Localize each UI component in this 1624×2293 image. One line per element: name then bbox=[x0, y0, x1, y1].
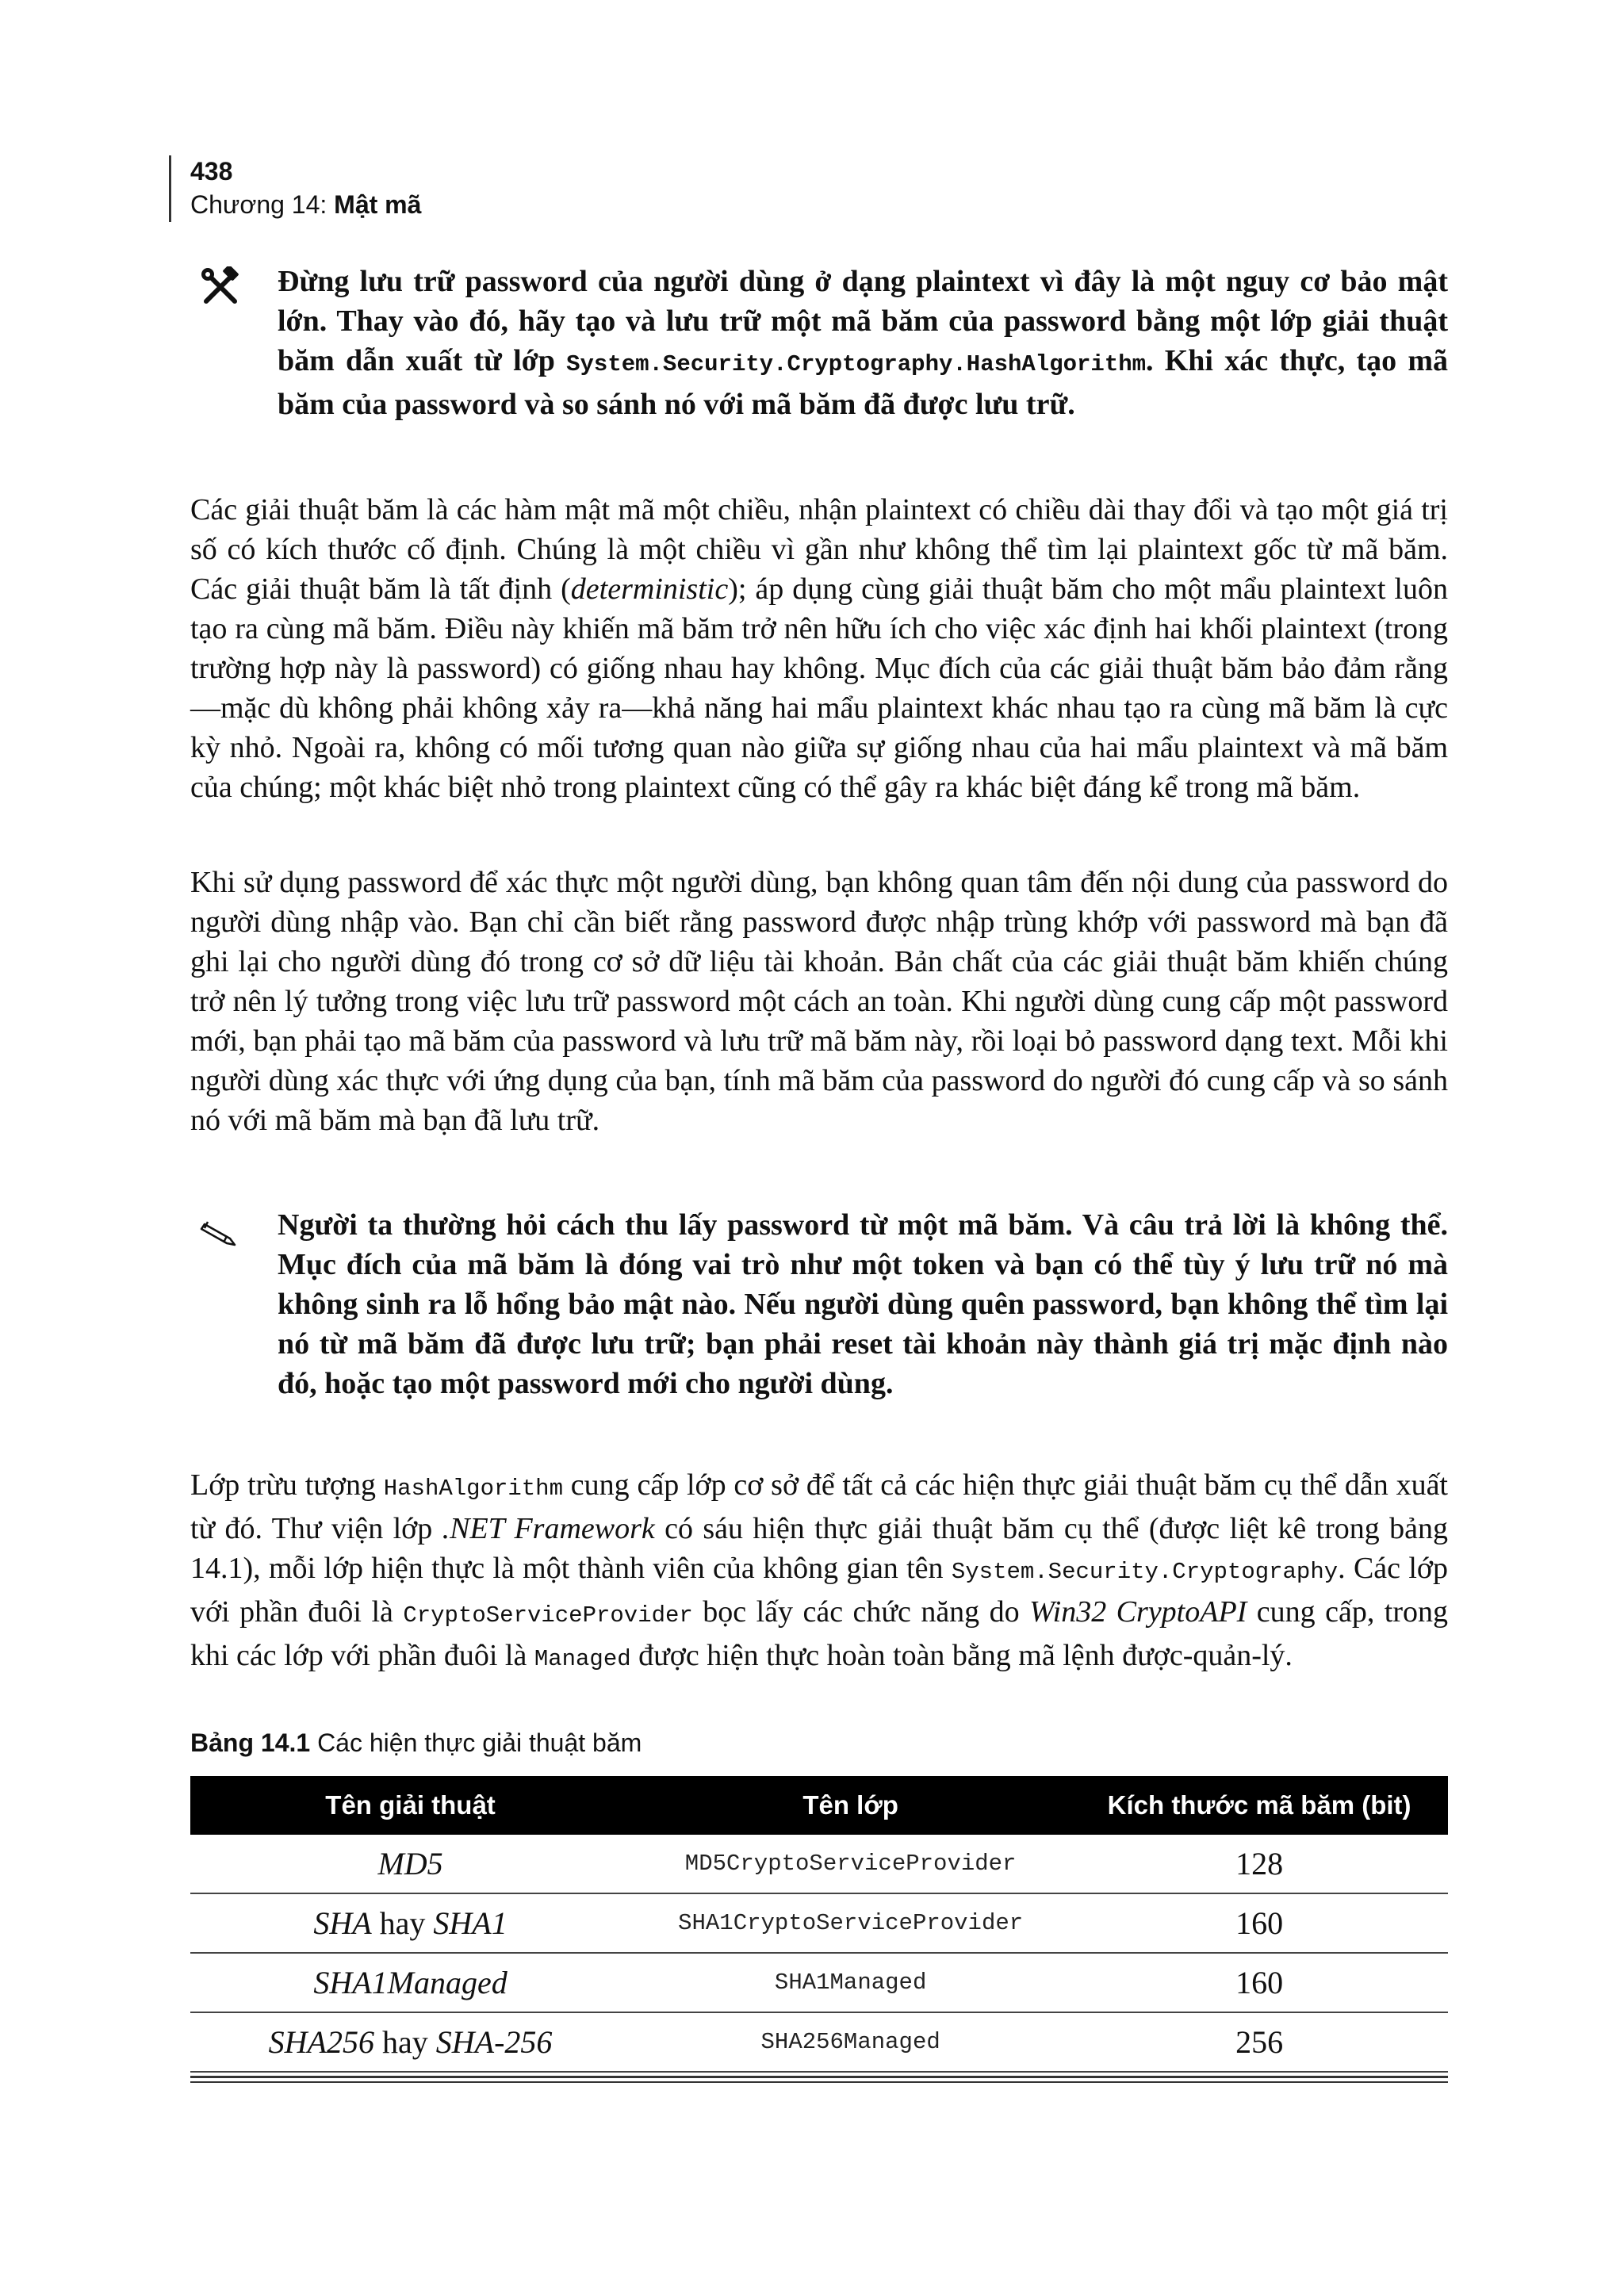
bits-cell: 160 bbox=[1071, 1893, 1448, 1953]
bits-cell: 128 bbox=[1071, 1835, 1448, 1893]
algorithm-cell bbox=[190, 1953, 630, 2012]
algorithm-name: SHA1Managed bbox=[313, 1965, 508, 2000]
tip-text-2: . Khi xác thực, tạo mã băm của password và so sánh nó với mã băm đã được lưu trữ. bbox=[278, 344, 1448, 421]
algorithm-cell bbox=[190, 1835, 630, 1893]
paragraph-1 bbox=[190, 490, 1448, 807]
algorithm-alt-name: SHA-256 bbox=[435, 2024, 553, 2060]
table-caption-label: Bảng 14.1 bbox=[190, 1728, 311, 1757]
tools-icon bbox=[200, 266, 241, 308]
paragraph-1-text-2: ); áp dụng cùng giải thuật băm cho một mẩu plaintext luôn tạo ra cùng mã băm. Điều này khiến mã băm trở nên hữu ích cho việc xác định hai khối plaintext (trong trường hợp này là password) có giống nhau hay không. Mục đích của các giải thuật băm bảo đảm rằng—mặc dù không phải không xảy ra—khả năng hai mẩu plaintext khác nhau tạo ra cùng mã băm là cực kỳ nhỏ. Ngoài ra, không có mối tương quan nào giữa sự giống nhau của hai mẩu plaintext và mã băm của chúng; một khác biệt nhỏ trong plaintext cũng có thể gây ra khác biệt đáng kể trong mã băm. bbox=[190, 572, 1448, 804]
algorithm-name: SHA256 bbox=[268, 2024, 374, 2060]
paragraph-3-text-1: Lớp trừu tượng bbox=[190, 1468, 384, 1502]
table-caption-text: Các hiện thực giải thuật băm bbox=[310, 1728, 642, 1757]
code-hashalgorithm: HashAlgorithm bbox=[383, 1476, 563, 1502]
table-row bbox=[190, 1893, 1448, 1953]
algorithm-name: SHA bbox=[313, 1905, 372, 1941]
note-box bbox=[190, 1205, 1448, 1403]
paragraph-2: Khi sử dụng password để xác thực một người dùng, bạn không quan tâm đến nội dung của password do người dùng nhập vào. Bạn chỉ cần biết rằng password được nhập trùng khớp với password mà bạn đã ghi lại cho người dùng đó trong cơ sở dữ liệu tài khoản. Bản chất của các giải thuật băm khiến chúng trở nên lý tưởng trong việc lưu trữ password một cách an toàn. Khi người dùng cung cấp một password mới, bạn phải tạo mã băm của password và lưu trữ mã băm này, rồi loại bỏ password dạng text. Mỗi khi người dùng xác thực với ứng dụng của bạn, tính mã băm của password do người đó cung cấp và so sánh nó với mã băm mà bạn đã lưu trữ. bbox=[190, 866, 1448, 1137]
table-header-row bbox=[190, 1776, 1448, 1835]
algorithm-cell bbox=[190, 1893, 630, 1953]
table-row bbox=[190, 2012, 1448, 2072]
hash-algorithm-table bbox=[190, 1776, 1448, 2073]
table-bottom-rule bbox=[190, 2076, 1448, 2083]
paragraph-3-text-5: bọc lấy các chức năng do bbox=[692, 1595, 1030, 1629]
pencil-icon bbox=[200, 1210, 241, 1251]
tip-text-1: Đừng lưu trữ password của người dùng ở dạng plaintext vì đây là một nguy cơ bảo mật lớn. Thay vào đó, hãy tạo và lưu trữ một mã băm của password bằng một lớp giải thuật băm dẫn xuất từ lớp bbox=[278, 265, 1448, 377]
paragraph-3-text-3: có sáu hiện thực giải thuật băm cụ thể (được liệt kê trong bảng 14.1), mỗi lớp hiện thực là một thành viên của không gian tên bbox=[190, 1512, 1448, 1585]
tip-box bbox=[190, 262, 1448, 424]
bits-cell: 160 bbox=[1071, 1953, 1448, 2012]
chapter-prefix: Chương 14: bbox=[190, 190, 335, 219]
page-number: 438 bbox=[190, 157, 233, 186]
italic-win32-cryptoapi: Win32 CryptoAPI bbox=[1029, 1595, 1247, 1629]
page-header bbox=[169, 155, 421, 222]
class-cell: MD5CryptoServiceProvider bbox=[630, 1835, 1071, 1893]
paragraph-3 bbox=[190, 1465, 1448, 1679]
header-class-name: Tên lớp bbox=[802, 1790, 898, 1820]
tip-code: System.Security.Cryptography.HashAlgorithm bbox=[566, 351, 1147, 377]
italic-net-framework: .NET Framework bbox=[442, 1512, 655, 1545]
code-cryptoserviceprovider: CryptoServiceProvider bbox=[403, 1602, 693, 1629]
paragraph-1-text-1: Các giải thuật băm là các hàm mật mã một chiều, nhận plaintext có chiều dài thay đổi và tạo một giá trị số có kích thước cố định. Chúng là một chiều vì gần như không thể tìm lại plaintext gốc từ mã băm. Các giải thuật băm là tất định ( bbox=[190, 493, 1448, 606]
paragraph-3-text-6: cung cấp, trong khi các lớp với phần đuôi là bbox=[190, 1595, 1449, 1672]
table-caption bbox=[190, 1727, 642, 1759]
algorithm-name: MD5 bbox=[377, 1846, 443, 1881]
code-namespace: System.Security.Cryptography bbox=[951, 1559, 1339, 1585]
paragraph-3-text-2: cung cấp lớp cơ sở để tất cả các hiện thực giải thuật băm cụ thể dẫn xuất từ đó. Thư viện lớp bbox=[190, 1468, 1448, 1545]
algorithm-joiner: hay bbox=[374, 2024, 436, 2060]
paragraph-3-text-7: được hiện thực hoàn toàn bằng mã lệnh được-quản-lý. bbox=[630, 1639, 1293, 1672]
hash-algorithm-table-wrap bbox=[190, 1776, 1448, 2083]
table-row bbox=[190, 1835, 1448, 1893]
table-row bbox=[190, 1953, 1448, 2012]
tip-text bbox=[278, 262, 1448, 424]
bits-cell: 256 bbox=[1071, 2012, 1448, 2072]
class-cell: SHA1CryptoServiceProvider bbox=[630, 1893, 1071, 1953]
algorithm-cell bbox=[190, 2012, 630, 2072]
paragraph-1-italic: deterministic bbox=[570, 572, 729, 606]
code-managed: Managed bbox=[534, 1646, 631, 1672]
algorithm-joiner: hay bbox=[371, 1905, 434, 1941]
chapter-title: Mật mã bbox=[334, 190, 422, 219]
paragraph-3-text-4: . Các lớp với phần đuôi là bbox=[190, 1552, 1448, 1629]
class-cell: SHA1Managed bbox=[630, 1953, 1071, 2012]
header-hash-size: Kích thước mã băm (bit) bbox=[1107, 1790, 1411, 1820]
note-text: Người ta thường hỏi cách thu lấy password từ một mã băm. Và câu trả lời là không thể. Mục đích của mã băm là đóng vai trò như một token và bạn có thể tùy ý lưu trữ nó mà không sinh ra lỗ hổng bảo mật nào. Nếu người dùng quên password, bạn không thể tìm lại nó từ mã băm đã được lưu trữ; bạn phải reset tài khoản này thành giá trị mặc định nào đó, hoặc tạo một password mới cho người dùng. bbox=[278, 1208, 1448, 1400]
class-cell: SHA256Managed bbox=[630, 2012, 1071, 2072]
algorithm-alt-name: SHA1 bbox=[433, 1905, 508, 1941]
header-algorithm-name: Tên giải thuật bbox=[325, 1790, 496, 1820]
chapter-heading bbox=[190, 187, 421, 222]
